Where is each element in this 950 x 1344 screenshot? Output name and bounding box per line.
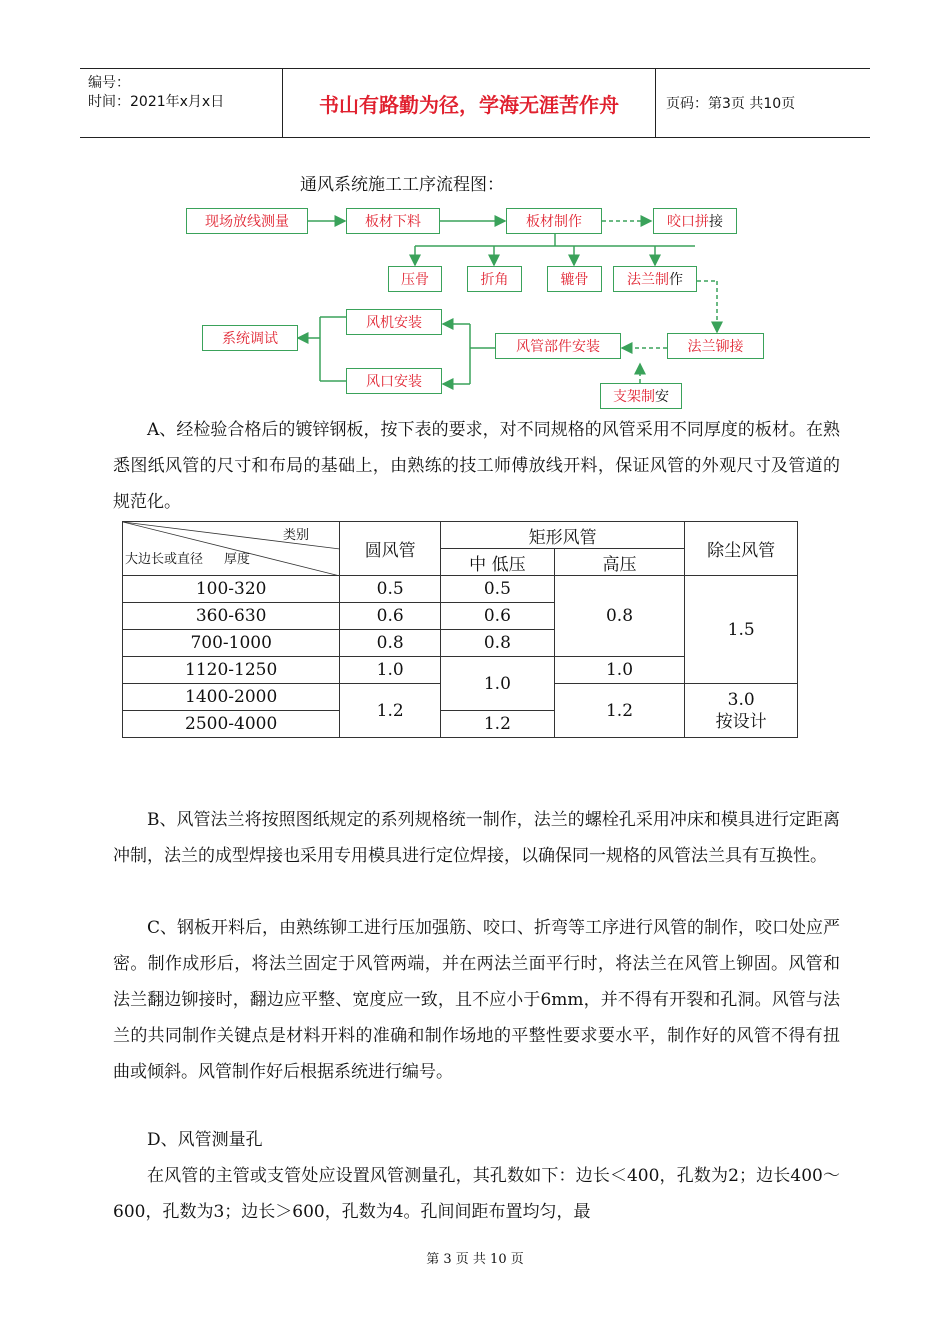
cell-high-merged-2: 1.2 [554,684,685,738]
flow-node-ribbing: 压骨 [388,266,442,292]
cell-dust-merged-2 [685,684,798,738]
col-rect-low: 中 低压 [441,549,555,576]
thickness-table [122,521,798,738]
flow-node-support-red: 支架制 [613,389,655,405]
flow-node-flange-making-red: 法兰制 [627,272,669,288]
paragraph-b-text: B、风管法兰将按照图纸规定的系列规格统一制作，法兰的螺栓孔采用冲床和模具进行定距离冲制，法兰的成型焊接也采用专用模具进行定位焊接，以确保同一规格的风管法兰具有互换性。 [113,810,840,866]
cell-low-merged: 1.0 [441,657,555,711]
flow-node-cutting: 板材下料 [346,208,440,234]
motto: 书山有路勤为径，学海无涯苦作舟 [283,69,656,137]
cell-low: 0.6 [441,603,555,630]
page-header [80,68,870,138]
col-dust: 除尘风管 [685,522,798,576]
cell-size: 360-630 [123,603,340,630]
page-info: 页码：第3页 共10页 [666,96,796,112]
table-corner-header [123,522,340,576]
flow-node-rolling: 辘骨 [547,266,602,292]
flow-node-fabrication: 板材制作 [506,208,602,234]
flow-node-flange-riveting: 法兰铆接 [667,333,764,359]
cell-round-merged: 1.2 [340,684,441,738]
cell-size: 700-1000 [123,630,340,657]
thickness-label: 厚度 [224,552,251,567]
flow-node-flange-making [613,266,697,292]
flow-node-support [600,383,682,409]
time-label: 时间：2021年x月x日 [88,94,225,110]
flow-node-parts-install: 风管部件安装 [495,333,621,359]
cell-size: 1120-1250 [123,657,340,684]
number-label: 编号： [88,75,130,91]
col-round: 圆风管 [340,522,441,576]
dust-value: 3.0 [727,689,755,710]
flow-node-flange-making-black: 作 [669,272,683,288]
flowchart-connectors [0,0,950,420]
size-label: 大边长或直径 [125,552,204,567]
table-row [123,576,798,603]
cell-round: 0.6 [340,603,441,630]
flow-node-seaming [653,208,737,234]
cell-round: 0.8 [340,630,441,657]
flow-node-survey: 现场放线测量 [186,208,308,234]
paragraph-c-text: C、钢板开料后，由熟练铆工进行压加强筋、咬口、折弯等工序进行风管的制作，咬口处应严密。制作成形后，将法兰固定于风管两端，并在两法兰面平行时，将法兰在风管上铆固。风管和法兰翻边铆接时，翻边应平整、宽度应一致，且不应小于6mm，并不得有开裂和孔洞。风管与法兰的共同制作关键点是材料开料的准确和制作场地的平整性要求要水平，制作好的风管不得有扭曲或倾斜。风管制作好后根据系统进行编号。 [113,918,841,1082]
flow-node-vent-install: 风口安装 [346,368,442,394]
paragraph-a-text: A、经检验合格后的镀锌钢板，按下表的要求，对不同规格的风管采用不同厚度的板材。在熟悉图纸风管的尺寸和布局的基础上，由熟练的技工师傅放线开料，保证风管的外观尺寸及管道的规范化。 [113,420,840,512]
cell-low: 1.2 [441,711,555,738]
col-rect: 矩形风管 [441,522,685,549]
cell-round: 1.0 [340,657,441,684]
flow-node-fan-install: 风机安装 [346,309,442,335]
paragraph-d-text: 在风管的主管或支管处应设置风管测量孔，其孔数如下：边长＜400，孔数为2；边长400～600，孔数为3；边长＞600，孔数为4。孔间间距布置均匀，最 [113,1166,840,1222]
category-label: 类别 [283,528,310,543]
cell-size: 1400-2000 [123,684,340,711]
header-left-cell [80,69,283,137]
cell-size: 2500-4000 [123,711,340,738]
paragraph-c [113,910,840,1090]
cell-round: 0.5 [340,576,441,603]
cell-size: 100-320 [123,576,340,603]
page-footer: 第 3 页 共 10 页 [426,1252,524,1267]
cell-low: 0.8 [441,630,555,657]
cell-low: 0.5 [441,576,555,603]
flow-node-seaming-black: 接 [709,214,723,230]
paragraph-d [113,1122,840,1230]
paragraph-a [113,412,840,520]
col-rect-high: 高压 [554,549,685,576]
dust-note: 按设计 [715,711,767,732]
cell-high: 1.0 [554,657,685,684]
cell-high-merged: 0.8 [554,576,685,657]
flow-node-bending: 折角 [467,266,522,292]
flow-node-seaming-red: 咬口拼 [667,214,709,230]
paragraph-d-title: D、风管测量孔 [147,1130,263,1150]
paragraph-b [113,802,840,874]
flow-node-support-black: 安 [655,389,669,405]
cell-dust-merged: 1.5 [685,576,798,684]
flow-node-commissioning: 系统调试 [202,325,298,351]
flowchart-title: 通风系统施工工序流程图： [300,175,504,195]
